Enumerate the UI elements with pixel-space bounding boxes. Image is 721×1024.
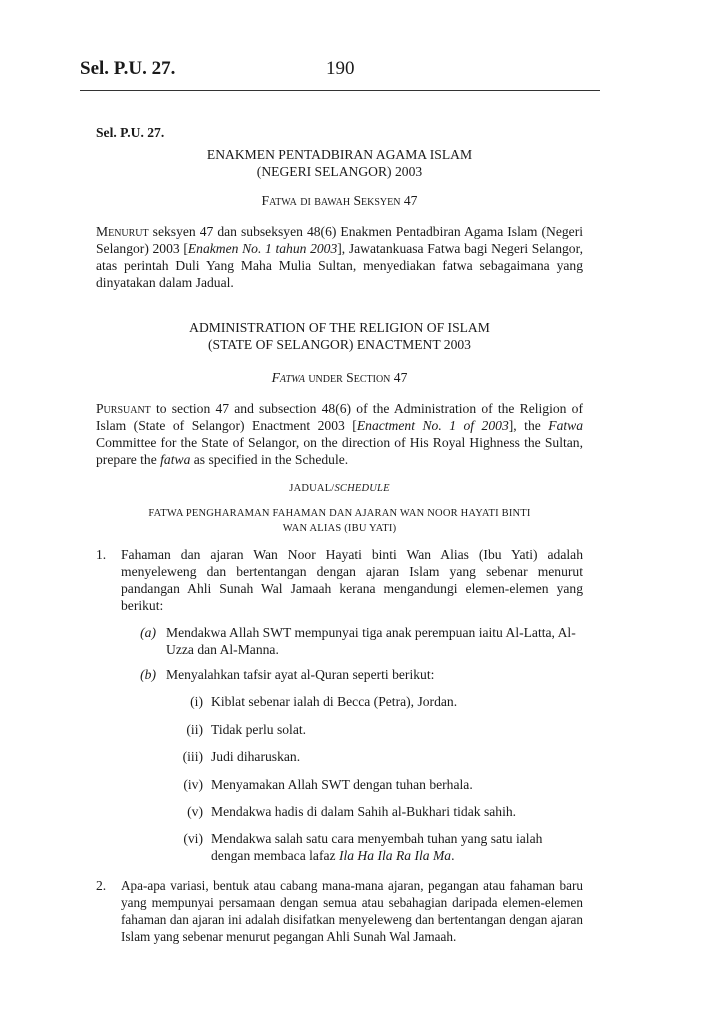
- roman-item: [96, 748, 583, 765]
- malay-title-line1: ENAKMEN PENTADBIRAN AGAMA ISLAM: [206, 147, 473, 162]
- english-subtitle: Fatwa under Section 47: [271, 370, 408, 385]
- sub-item-text: Mendakwa Allah SWT mempunyai tiga anak perempuan iaitu Al-Latta, Al-Uzza dan Al-Manna.: [166, 625, 576, 657]
- sub-item-text: Menyalahkan tafsir ayat al-Quran seperti berikut:: [166, 667, 435, 682]
- roman-item: [96, 776, 583, 793]
- malay-preamble: Menurut seksyen 47 dan subseksyen 48(6) Enakmen Pentadbiran Agama Islam (Negeri Selangor) 2003 [Enakmen No. 1 tahun 2003], Jawatankuasa Fatwa bagi Negeri Selangor, atas perintah Duli Yang Maha Mulia Sultan, menyediakan fatwa sebagaimana yang dinyatakan dalam Jadual.: [96, 224, 583, 290]
- roman-text: Kiblat sebenar ialah di Becca (Petra), Jordan.: [211, 694, 458, 709]
- running-header-ref: Sel. P.U. 27.: [80, 58, 176, 79]
- item-text: Fahaman dan ajaran Wan Noor Hayati binti Wan Alias (Ibu Yati) adalah menyeleweng dan bertentangan dengan ajaran Islam yang sebenar menurut pandangan Ahli Sunah Wal Jamaah kerana mengandungi elemen-elemen yang berikut:: [121, 547, 583, 613]
- fatwa-title-line2: WAN ALIAS (IBU YATI): [282, 523, 397, 534]
- roman-label: (i): [190, 694, 203, 709]
- sub-item-label: (b): [140, 667, 156, 682]
- fatwa-title-line1: FATWA PENGHARAMAN FAHAMAN DAN AJARAN WAN NOOR HAYATI BINTI: [148, 508, 531, 519]
- sub-item-b: [96, 666, 583, 683]
- malay-subtitle: Fatwa di bawah Seksyen 47: [261, 193, 418, 208]
- roman-label: (iii): [182, 749, 203, 764]
- roman-text: Judi diharuskan.: [211, 749, 301, 764]
- list-item: [96, 877, 583, 967]
- roman-item: [96, 693, 583, 710]
- english-title-line1: ADMINISTRATION OF THE RELIGION OF ISLAM: [189, 320, 490, 335]
- roman-text: Mendakwa salah satu cara menyembah tuhan yang satu ialah dengan membaca lafaz Ila Ha Ila Ra Ila Ma.: [211, 831, 543, 863]
- english-lead-word: Pursuant: [96, 401, 151, 416]
- roman-text: Mendakwa hadis di dalam Sahih al-Bukhari tidak sahih.: [211, 804, 517, 819]
- roman-item: [96, 721, 583, 738]
- malay-title: [96, 146, 583, 180]
- roman-label: (vi): [183, 831, 203, 846]
- page-number: 190: [326, 58, 355, 79]
- item-text: Apa-apa variasi, bentuk atau cabang mana-mana ajaran, pegangan atau fahaman baru yang mempunyai persamaan dengan semua atau sebahagian daripada elemen-elemen fahaman dan ajaran ini adalah disifatkan menyeleweng dan bertentangan dengan ajaran Islam yang sebenar menurut pegangan Ahli Sunah Wal Jamaah.: [121, 878, 583, 944]
- sub-item-a: [96, 624, 583, 658]
- gazette-ref: Sel. P.U. 27.: [96, 125, 165, 140]
- roman-label: (v): [187, 804, 203, 819]
- english-title-line2: (STATE OF SELANGOR) ENACTMENT 2003: [208, 337, 471, 352]
- item-number: 2.: [96, 878, 107, 893]
- fatwa-title: [96, 506, 583, 536]
- schedule-heading: JADUAL/SCHEDULE: [289, 483, 390, 494]
- list-item: [96, 546, 583, 616]
- roman-item: [96, 830, 583, 864]
- roman-label: (ii): [186, 722, 203, 737]
- roman-text: Tidak perlu solat.: [211, 722, 307, 737]
- roman-text: Menyamakan Allah SWT dengan tuhan berhala.: [211, 777, 473, 792]
- header-rule: [80, 90, 600, 91]
- english-title: [96, 319, 583, 353]
- english-preamble: Pursuant to section 47 and subsection 48(6) of the Administration of the Religion of Islam (State of Selangor) Enactment 2003 [Enactment No. 1 of 2003], the Fatwa Committee for the State of Selangor, on the direction of His Royal Highness the Sultan, prepare the fatwa as specified in the Schedule.: [96, 401, 584, 467]
- roman-item: [96, 803, 583, 820]
- malay-title-line2: (NEGERI SELANGOR) 2003: [256, 164, 423, 179]
- malay-lead-word: Menurut: [96, 224, 149, 239]
- sub-item-label: (a): [140, 625, 156, 640]
- item-number: 1.: [96, 547, 107, 562]
- roman-label: (iv): [183, 777, 203, 792]
